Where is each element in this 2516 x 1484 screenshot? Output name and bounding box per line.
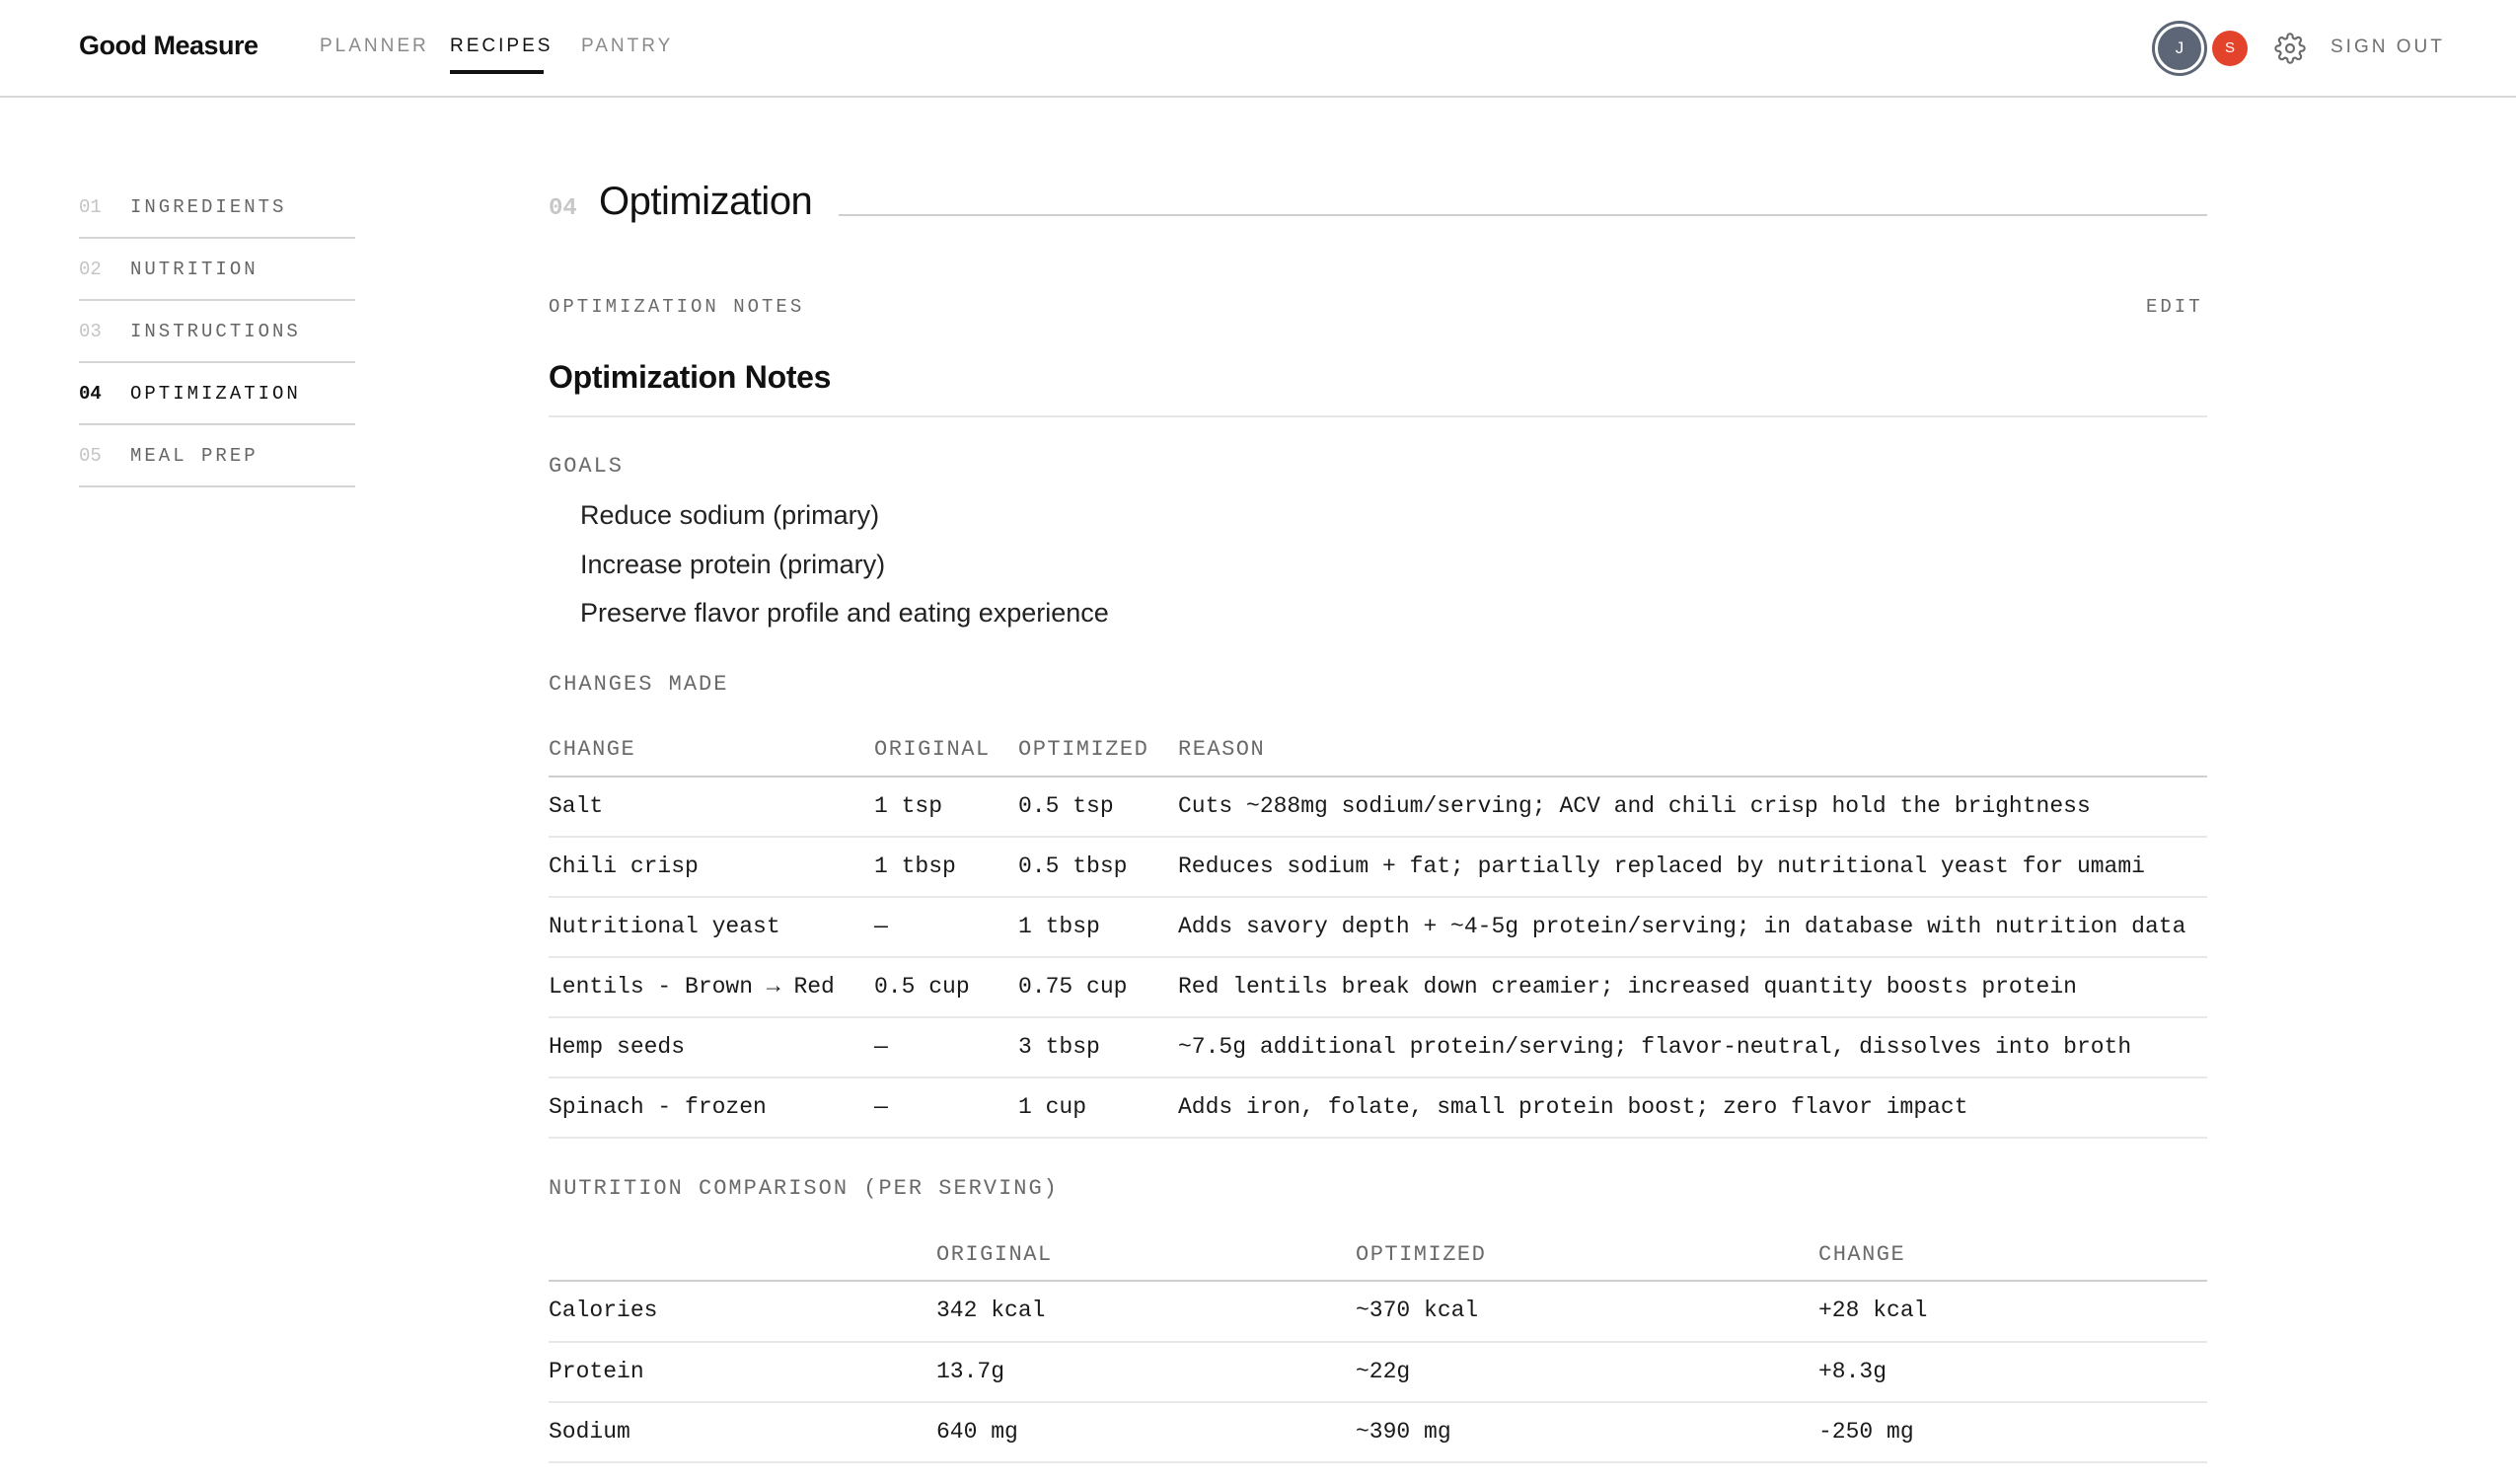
cell-change: Hemp seeds	[549, 1034, 686, 1060]
column-header: REASON	[1178, 737, 1266, 762]
cell-nutrient: Calories	[549, 1298, 658, 1323]
sidebar-item-label: NUTRITION	[130, 259, 259, 280]
table-row-divider	[549, 1461, 2207, 1463]
cell-change: -250 mg	[1818, 1419, 1914, 1445]
cell-original: 13.7g	[936, 1359, 1005, 1384]
cell-original: —	[874, 914, 888, 939]
sidebar-item-number: 03	[79, 321, 102, 342]
block-label: OPTIMIZATION NOTES	[549, 296, 805, 318]
column-header: OPTIMIZED	[1356, 1242, 1487, 1267]
table-header-divider	[549, 776, 2207, 778]
table-row-divider	[549, 1076, 2207, 1078]
goal-item: Preserve flavor profile and eating experience	[580, 598, 1109, 628]
sidebar-item-number: 05	[79, 445, 102, 467]
table-row-divider	[549, 1137, 2207, 1139]
avatar-j[interactable]: J	[2155, 24, 2204, 73]
section-number: 04	[549, 195, 577, 222]
sidebar-item-label: OPTIMIZATION	[130, 383, 301, 405]
cell-reason: ~7.5g additional protein/serving; flavor-neutral, dissolves into broth	[1178, 1034, 2132, 1060]
cell-original: 342 kcal	[936, 1298, 1046, 1323]
section-title: Optimization	[599, 180, 813, 223]
table-header-divider	[549, 1280, 2207, 1282]
table-row-divider	[549, 956, 2207, 958]
cell-nutrient: Protein	[549, 1359, 644, 1384]
cell-original: 1 tsp	[874, 793, 943, 819]
nutrition-comparison-heading: NUTRITION COMPARISON (PER SERVING)	[549, 1176, 1059, 1201]
cell-change: Nutritional yeast	[549, 914, 780, 939]
cell-optimized: 0.5 tsp	[1018, 793, 1114, 819]
cell-change: Chili crisp	[549, 853, 699, 879]
brand-logo[interactable]: Good Measure	[79, 31, 259, 60]
avatar-s[interactable]: S	[2212, 31, 2248, 66]
cell-original: —	[874, 1034, 888, 1060]
table-row-divider	[549, 1341, 2207, 1343]
cell-change: +8.3g	[1818, 1359, 1887, 1384]
cell-optimized: ~370 kcal	[1356, 1298, 1479, 1323]
cell-original: 1 tbsp	[874, 853, 956, 879]
nav-active-indicator	[450, 70, 544, 74]
sidebar-item-number: 02	[79, 259, 102, 280]
cell-change: Spinach - frozen	[549, 1094, 767, 1120]
sidebar-item-number: 04	[79, 383, 102, 405]
top-navigation-bar	[0, 0, 2516, 98]
goal-item: Increase protein (primary)	[580, 550, 886, 579]
cell-reason: Adds savory depth + ~4-5g protein/serving; in database with nutrition data	[1178, 914, 2186, 939]
nav-planner[interactable]: PLANNER	[320, 36, 429, 56]
cell-change: Lentils - Brown → Red	[549, 974, 835, 1000]
gear-icon[interactable]	[2274, 33, 2306, 64]
cell-change: +28 kcal	[1818, 1298, 1928, 1323]
nav-recipes[interactable]: RECIPES	[450, 36, 554, 56]
cell-reason: Reduces sodium + fat; partially replaced by nutritional yeast for umami	[1178, 853, 2145, 879]
sidebar-item-nutrition[interactable]	[79, 239, 355, 301]
cell-original: —	[874, 1094, 888, 1120]
sidebar-item-meal-prep[interactable]	[79, 425, 355, 487]
cell-reason: Cuts ~288mg sodium/serving; ACV and chili crisp hold the brightness	[1178, 793, 2091, 819]
cell-original: 0.5 cup	[874, 974, 970, 1000]
goals-heading: GOALS	[549, 454, 625, 479]
cell-optimized: 3 tbsp	[1018, 1034, 1100, 1060]
cell-reason: Red lentils break down creamier; increased quantity boosts protein	[1178, 974, 2077, 1000]
edit-button[interactable]: EDIT	[2146, 296, 2203, 318]
section-divider	[839, 214, 2207, 216]
notes-divider	[549, 415, 2207, 417]
cell-optimized: 0.5 tbsp	[1018, 853, 1128, 879]
column-header: ORIGINAL	[936, 1242, 1053, 1267]
changes-heading: CHANGES MADE	[549, 672, 729, 697]
notes-title: Optimization Notes	[549, 359, 832, 395]
cell-optimized: 1 cup	[1018, 1094, 1087, 1120]
cell-optimized: 0.75 cup	[1018, 974, 1128, 1000]
goal-item: Reduce sodium (primary)	[580, 500, 880, 530]
table-row-divider	[549, 896, 2207, 898]
table-row-divider	[549, 836, 2207, 838]
cell-optimized: ~22g	[1356, 1359, 1411, 1384]
sidebar-item-label: INSTRUCTIONS	[130, 321, 301, 342]
sidebar-item-label: INGREDIENTS	[130, 196, 287, 218]
sidebar-item-ingredients[interactable]	[79, 177, 355, 239]
sidebar-item-optimization[interactable]	[79, 363, 355, 425]
cell-nutrient: Sodium	[549, 1419, 630, 1445]
column-header: CHANGE	[549, 737, 636, 762]
cell-original: 640 mg	[936, 1419, 1018, 1445]
column-header: ORIGINAL	[874, 737, 991, 762]
sidebar-item-instructions[interactable]	[79, 301, 355, 363]
cell-optimized: ~390 mg	[1356, 1419, 1451, 1445]
cell-optimized: 1 tbsp	[1018, 914, 1100, 939]
column-header: OPTIMIZED	[1018, 737, 1149, 762]
table-row-divider	[549, 1401, 2207, 1403]
sidebar-item-number: 01	[79, 196, 102, 218]
table-row-divider	[549, 1016, 2207, 1018]
cell-change: Salt	[549, 793, 604, 819]
cell-reason: Adds iron, folate, small protein boost; zero flavor impact	[1178, 1094, 1968, 1120]
nav-pantry[interactable]: PANTRY	[581, 36, 674, 56]
sidebar-item-label: MEAL PREP	[130, 445, 259, 467]
sign-out-button[interactable]: SIGN OUT	[2331, 37, 2445, 57]
column-header: CHANGE	[1818, 1242, 1906, 1267]
